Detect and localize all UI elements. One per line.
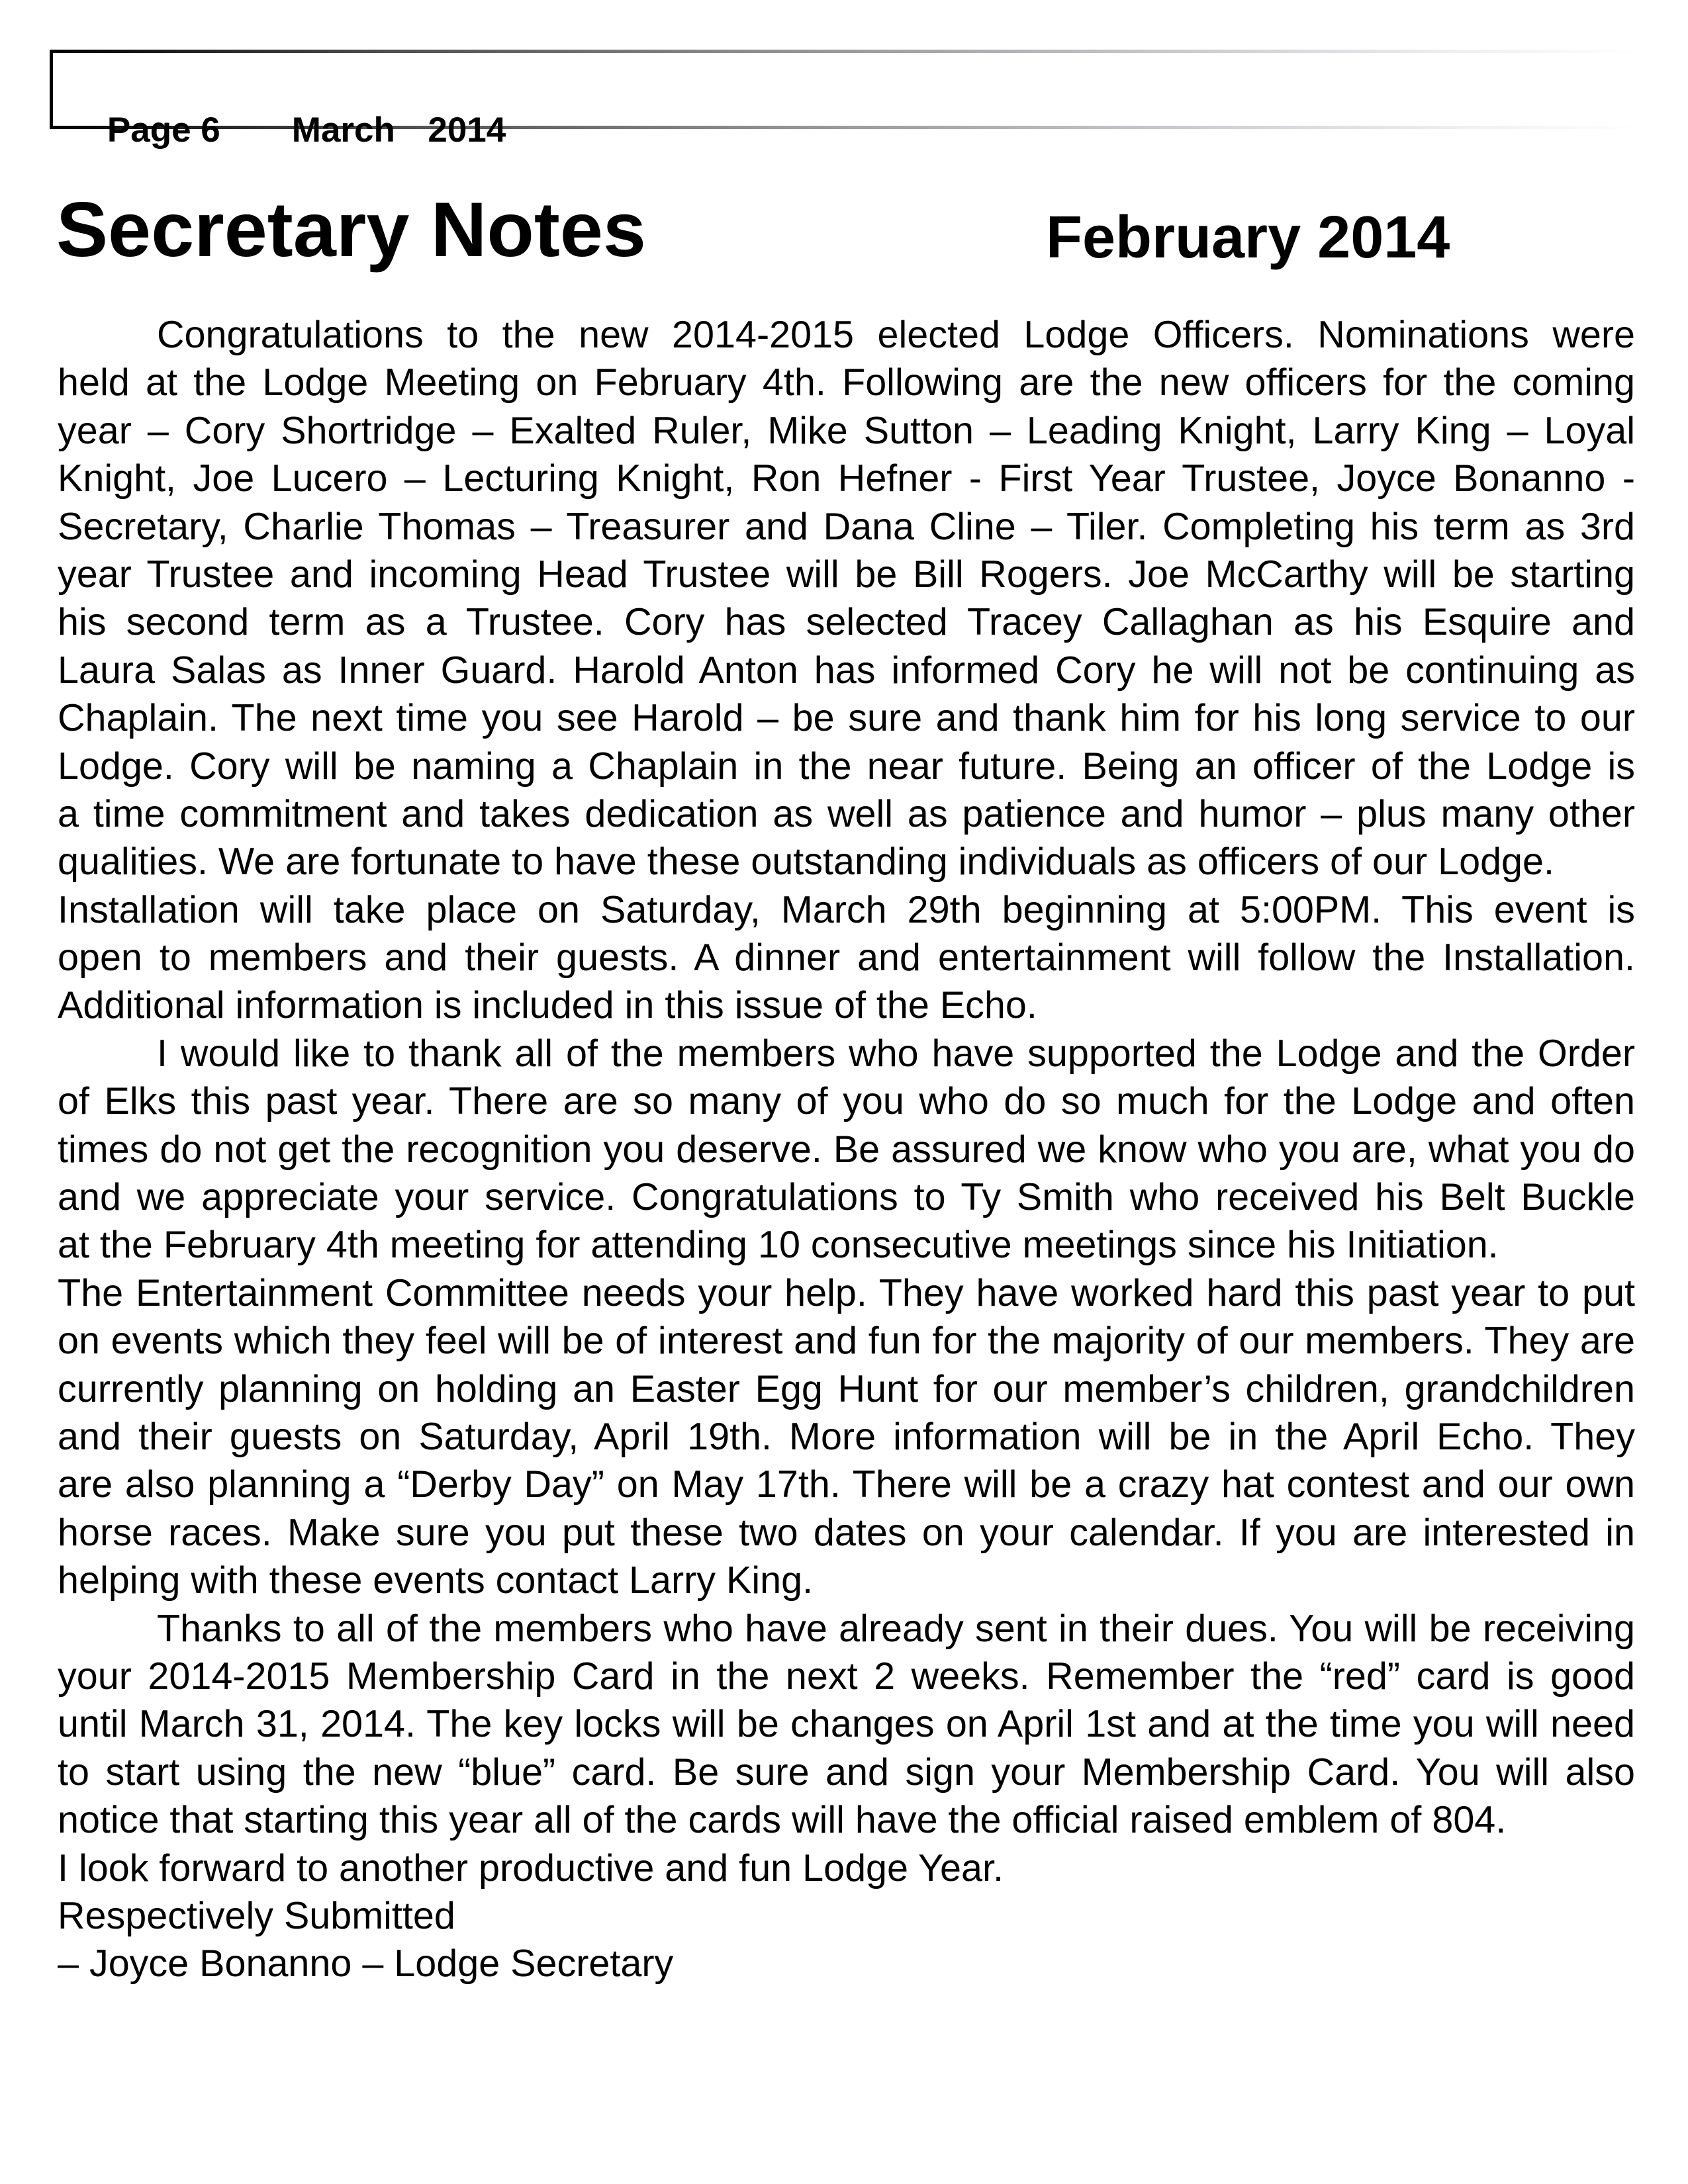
body-line: currently planning on holding an Easter Egg Hunt for our member’s children, grandchildren: [58, 1367, 1635, 1410]
body-line: are also planning a “Derby Day” on May 17th. There will be a crazy hat contest and our own: [58, 1463, 1635, 1506]
body-line: qualities. We are fortunate to have these outstanding individuals as officers of our Lodge.: [58, 841, 1554, 884]
body-line: notice that starting this year all of the cards will have the official raised emblem of 804.: [58, 1799, 1507, 1842]
header-text: [68, 71, 506, 190]
body-line: held at the Lodge Meeting on February 4th. Following are the new officers for the coming: [58, 361, 1635, 404]
body-line: on events which they feel will be of interest and fun for the majority of our members. They are: [58, 1320, 1635, 1363]
body-line: Congratulations to the new 2014-2015 elected Lodge Officers. Nominations were: [157, 314, 1635, 356]
body-line: until March 31, 2014. The key locks will be changes on April 1st and at the time you will need: [58, 1703, 1635, 1746]
body-line: Secretary, Charlie Thomas – Treasurer and Dana Cline – Tiler. Completing his term as 3rd: [58, 505, 1635, 548]
body-line: year Trustee and incoming Head Trustee will be Bill Rogers. Joe McCarthy will be starting: [58, 553, 1635, 596]
body-line: I would like to thank all of the members who have supported the Lodge and the Order: [157, 1032, 1635, 1075]
body-line: Lodge. Cory will be naming a Chaplain in the near future. Being an officer of the Lodge is: [58, 745, 1635, 788]
body-line: times do not get the recognition you deserve. Be assured we know who you are, what you do: [58, 1128, 1635, 1171]
article-title: Secretary Notes: [56, 186, 646, 273]
body-line: and we appreciate your service. Congratulations to Ty Smith who received his Belt Buckle: [58, 1176, 1635, 1219]
body-line: helping with these events contact Larry King.: [58, 1559, 814, 1602]
body-line: Additional information is included in this issue of the Echo.: [58, 984, 1037, 1027]
body-line: year – Cory Shortridge – Exalted Ruler, Mike Sutton – Leading Knight, Larry King – Loyal: [58, 409, 1635, 452]
body-line: at the February 4th meeting for attending 10 consecutive meetings since his Initiation.: [58, 1224, 1499, 1267]
body-line: to start using the new “blue” card. Be sure and sign your Membership Card. You will also: [58, 1751, 1635, 1794]
body-line: Thanks to all of the members who have already sent in their dues. You will be receiving: [157, 1607, 1635, 1650]
body-line: a time commitment and takes dedication as well as patience and humor – plus many other: [58, 792, 1635, 835]
issue-date: March 2014: [291, 111, 506, 150]
body-line: open to members and their guests. A dinner and entertainment will follow the Installation.: [58, 936, 1635, 979]
body-line: his second term as a Trustee. Cory has selected Tracey Callaghan as his Esquire and: [58, 601, 1635, 644]
body-line: I look forward to another productive and fun Lodge Year.: [58, 1846, 1004, 1889]
body-line: Respectively Submitted: [58, 1894, 455, 1937]
body-line: Knight, Joe Lucero – Lecturing Knight, Ron Hefner - First Year Trustee, Joyce Bonanno -: [58, 457, 1635, 500]
body-line: Chaplain. The next time you see Harold – be sure and thank him for his long service to our: [58, 697, 1635, 740]
page-number: Page 6: [107, 111, 220, 150]
body-line: and their guests on Saturday, April 19th. More information will be in the April Echo. They: [58, 1415, 1635, 1458]
body-line: The Entertainment Committee needs your help. They have worked hard this past year to put: [58, 1271, 1635, 1314]
page-header: [50, 50, 1638, 150]
body-line: Installation will take place on Saturday, March 29th beginning at 5:00PM. This event is: [58, 888, 1635, 931]
body-line: – Joyce Bonanno – Lodge Secretary: [58, 1942, 674, 1985]
header-left-rule: [50, 50, 53, 129]
article-date: February 2014: [1046, 205, 1450, 271]
header-top-rule: [50, 50, 1638, 53]
article-body: [58, 311, 1635, 1988]
body-line: horse races. Make sure you put these two dates on your calendar. If you are interested in: [58, 1511, 1635, 1554]
body-line: your 2014-2015 Membership Card in the next 2 weeks. Remember the “red” card is good: [58, 1655, 1635, 1698]
body-line: of Elks this past year. There are so many of you who do so much for the Lodge and often: [58, 1080, 1635, 1123]
body-line: Laura Salas as Inner Guard. Harold Anton has informed Cory he will not be continuing as: [58, 649, 1635, 692]
